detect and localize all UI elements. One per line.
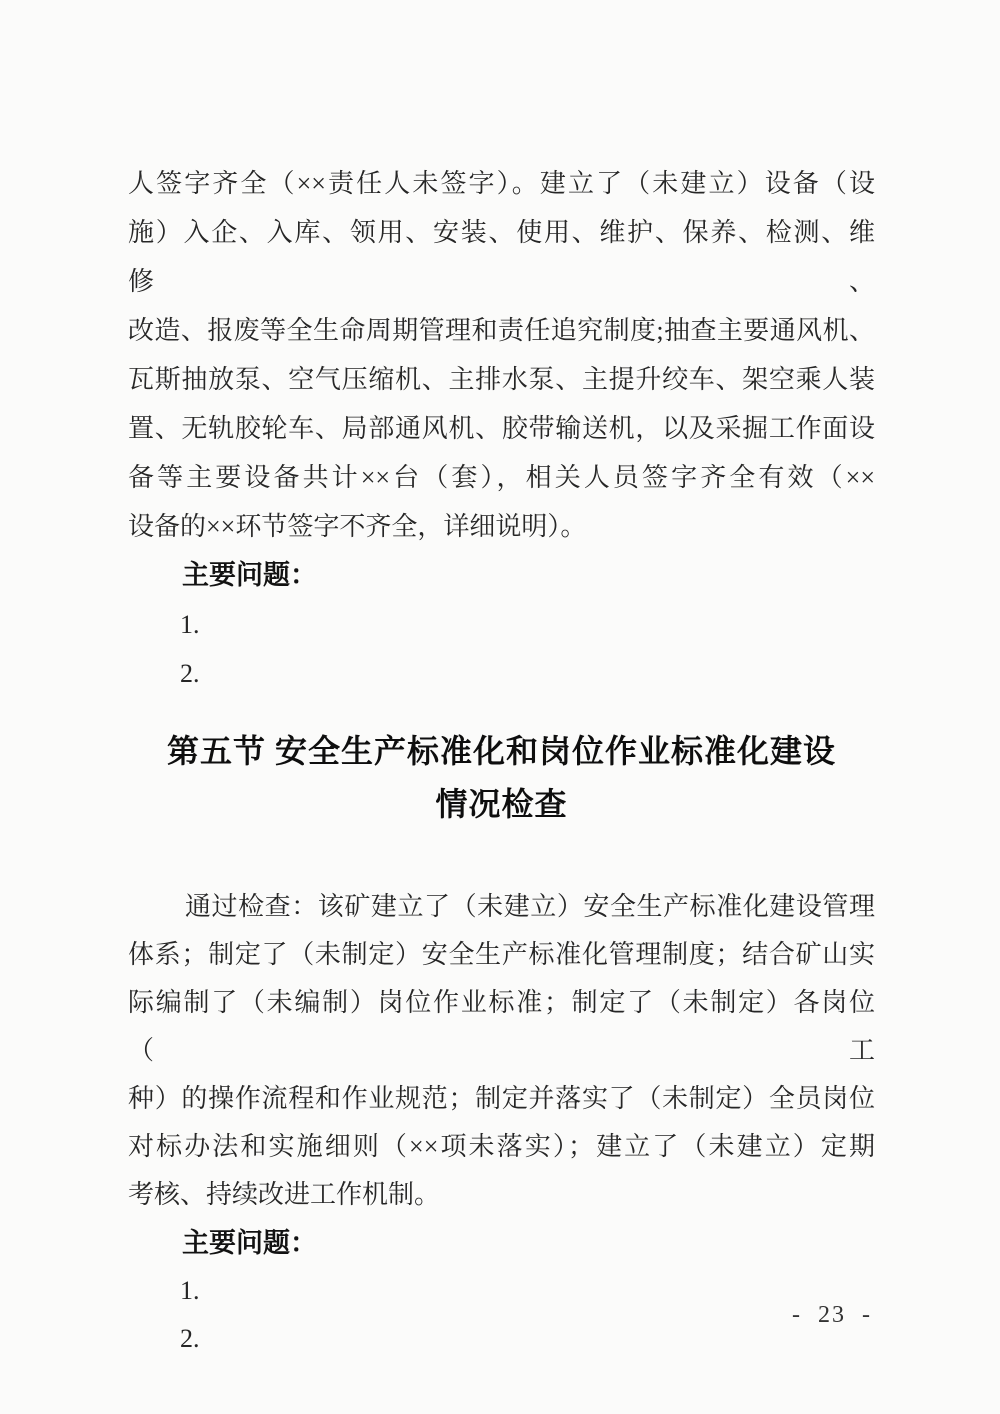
text-line: 人签字齐全（××责任人未签字）。建立了（未建立）设备（设 <box>128 169 875 198</box>
paragraph-equipment-lifecycle <box>128 159 875 698</box>
section-heading-line: 情况检查 <box>435 786 568 822</box>
paragraph-standardization-check <box>128 883 875 1363</box>
text-line: 考核、持续改进工作机制。 <box>128 1180 441 1209</box>
main-problems-label: 主要问题： <box>182 560 317 590</box>
text-line: 际编制了（未编制）岗位作业标准；制定了（未制定）各岗位（工 <box>128 988 875 1065</box>
page-number: - 23 - <box>792 1302 872 1328</box>
text-line: 体系；制定了（未制定）安全生产标准化管理制度；结合矿山实 <box>128 940 875 969</box>
text-line: 施）入企、入库、领用、安装、使用、维护、保养、检测、维修、 <box>128 218 875 296</box>
text-line: 设备的××环节签字不齐全，详细说明）。 <box>128 512 587 541</box>
problem-item: 2. <box>180 1324 200 1353</box>
problem-item: 2. <box>180 659 200 688</box>
text-line: 通过检查：该矿建立了（未建立）安全生产标准化建设管理 <box>185 892 875 921</box>
text-line: 改造、报废等全生命周期管理和责任追究制度;抽查主要通风机、 <box>128 316 875 345</box>
text-line: 瓦斯抽放泵、空气压缩机、主排水泵、主提升绞车、架空乘人装 <box>128 365 875 394</box>
text-line: 种）的操作流程和作业规范；制定并落实了（未制定）全员岗位 <box>128 1084 875 1113</box>
problem-item: 1. <box>180 610 200 639</box>
text-line: 对标办法和实施细则（××项未落实）；建立了（未建立）定期 <box>128 1132 875 1161</box>
text-line: 备等主要设备共计××台（套），相关人员签字齐全有效（×× <box>128 463 875 492</box>
problem-item: 1. <box>180 1276 200 1305</box>
main-problems-label: 主要问题： <box>182 1228 317 1258</box>
section-heading <box>128 725 875 831</box>
section-heading-line: 第五节 安全生产标准化和岗位作业标准化建设 <box>166 733 836 769</box>
text-line: 置、无轨胶轮车、局部通风机、胶带输送机，以及采掘工作面设 <box>128 414 875 443</box>
